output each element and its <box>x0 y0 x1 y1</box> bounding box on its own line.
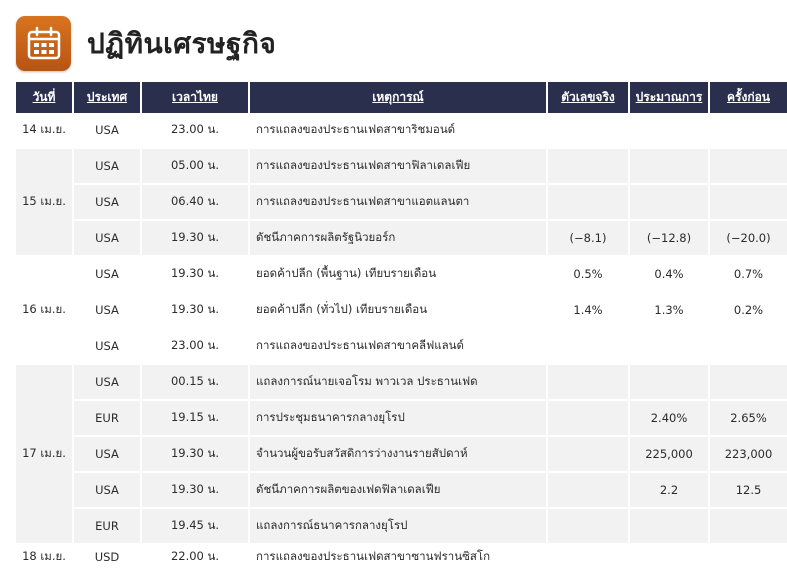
event-cell: จำนวนผู้ขอรับสวัสดิการว่างงานรายสัปดาห์ <box>250 437 548 473</box>
country-cell: USA <box>74 257 142 293</box>
country-cell: USA <box>74 149 142 185</box>
event-cell: การแถลงของประธานเฟดสาขาคลีฟแลนด์ <box>250 329 548 365</box>
forecast-cell <box>630 509 710 545</box>
forecast-cell: 2.40% <box>630 401 710 437</box>
previous-cell <box>710 509 787 545</box>
country-cell: USA <box>74 437 142 473</box>
table-row <box>16 437 787 473</box>
date-cell: 18 เม.ย. <box>16 545 74 571</box>
forecast-cell <box>630 365 710 401</box>
previous-cell: 12.5 <box>710 473 787 509</box>
forecast-cell <box>630 545 710 571</box>
previous-cell: 0.2% <box>710 293 787 329</box>
table-row <box>16 221 787 257</box>
calendar-icon <box>16 16 71 71</box>
time-cell: 00.15 น. <box>142 365 250 401</box>
event-cell: แถลงการณ์ธนาคารกลางยุโรป <box>250 509 548 545</box>
time-cell: 23.00 น. <box>142 329 250 365</box>
forecast-cell <box>630 149 710 185</box>
time-cell: 19.30 น. <box>142 293 250 329</box>
event-cell: การแถลงของประธานเฟดสาขาซานฟรานซิสโก <box>250 545 548 571</box>
country-cell: USD <box>74 545 142 571</box>
actual-cell: 1.4% <box>548 293 630 329</box>
actual-cell <box>548 401 630 437</box>
event-cell: ดัชนีภาคการผลิตของเฟดฟิลาเดลเฟีย <box>250 473 548 509</box>
previous-cell: 223,000 <box>710 437 787 473</box>
country-cell: USA <box>74 329 142 365</box>
actual-cell: 0.5% <box>548 257 630 293</box>
table-row <box>16 329 787 365</box>
economic-calendar-table <box>16 82 787 571</box>
country-cell: USA <box>74 185 142 221</box>
time-cell: 19.45 น. <box>142 509 250 545</box>
forecast-cell: (−12.8) <box>630 221 710 257</box>
previous-cell <box>710 329 787 365</box>
forecast-cell: 2.2 <box>630 473 710 509</box>
previous-cell <box>710 113 787 149</box>
previous-cell <box>710 185 787 221</box>
date-cell: 17 เม.ย. <box>16 365 74 545</box>
header-event: เหตุการณ์ <box>250 82 548 113</box>
forecast-cell <box>630 113 710 149</box>
time-cell: 05.00 น. <box>142 149 250 185</box>
forecast-cell <box>630 185 710 221</box>
actual-cell <box>548 509 630 545</box>
event-cell: การแถลงของประธานเฟดสาขาฟิลาเดลเฟีย <box>250 149 548 185</box>
time-cell: 19.15 น. <box>142 401 250 437</box>
previous-cell <box>710 365 787 401</box>
forecast-cell: 0.4% <box>630 257 710 293</box>
table-row <box>16 401 787 437</box>
header-date: วันที่ <box>16 82 74 113</box>
table-row <box>16 365 787 401</box>
actual-cell <box>548 149 630 185</box>
table-row <box>16 185 787 221</box>
table-header-row <box>16 82 787 113</box>
event-cell: การประชุมธนาคารกลางยุโรป <box>250 401 548 437</box>
event-cell: แถลงการณ์นายเจอโรม พาวเวล ประธานเฟด <box>250 365 548 401</box>
event-cell: ยอดค้าปลีก (พื้นฐาน) เทียบรายเดือน <box>250 257 548 293</box>
date-cell: 16 เม.ย. <box>16 257 74 365</box>
previous-cell <box>710 545 787 571</box>
forecast-cell: 225,000 <box>630 437 710 473</box>
previous-cell: (−20.0) <box>710 221 787 257</box>
time-cell: 23.00 น. <box>142 113 250 149</box>
event-cell: ดัชนีภาคการผลิตรัฐนิวยอร์ก <box>250 221 548 257</box>
table-row <box>16 293 787 329</box>
actual-cell <box>548 365 630 401</box>
table-row <box>16 545 787 571</box>
table-row <box>16 257 787 293</box>
forecast-cell: 1.3% <box>630 293 710 329</box>
event-cell: การแถลงของประธานเฟดสาขาแอตแลนตา <box>250 185 548 221</box>
country-cell: EUR <box>74 509 142 545</box>
event-cell: การแถลงของประธานเฟดสาขาริชมอนด์ <box>250 113 548 149</box>
actual-cell <box>548 185 630 221</box>
actual-cell <box>548 113 630 149</box>
table-row <box>16 509 787 545</box>
header-country: ประเทศ <box>74 82 142 113</box>
page-header <box>16 16 276 71</box>
previous-cell: 2.65% <box>710 401 787 437</box>
table-row <box>16 149 787 185</box>
actual-cell <box>548 437 630 473</box>
previous-cell: 0.7% <box>710 257 787 293</box>
actual-cell: (−8.1) <box>548 221 630 257</box>
page-title: ปฏิทินเศรษฐกิจ <box>87 26 277 60</box>
table-row <box>16 113 787 149</box>
time-cell: 19.30 น. <box>142 221 250 257</box>
time-cell: 19.30 น. <box>142 437 250 473</box>
actual-cell <box>548 545 630 571</box>
country-cell: USA <box>74 365 142 401</box>
time-cell: 22.00 น. <box>142 545 250 571</box>
forecast-cell <box>630 329 710 365</box>
table-row <box>16 473 787 509</box>
date-cell: 14 เม.ย. <box>16 113 74 149</box>
country-cell: USA <box>74 113 142 149</box>
time-cell: 19.30 น. <box>142 473 250 509</box>
header-previous: ครั้งก่อน <box>710 82 787 113</box>
actual-cell <box>548 329 630 365</box>
date-cell: 15 เม.ย. <box>16 149 74 257</box>
country-cell: EUR <box>74 401 142 437</box>
header-actual: ตัวเลขจริง <box>548 82 630 113</box>
previous-cell <box>710 149 787 185</box>
time-cell: 06.40 น. <box>142 185 250 221</box>
actual-cell <box>548 473 630 509</box>
event-cell: ยอดค้าปลีก (ทั่วไป) เทียบรายเดือน <box>250 293 548 329</box>
header-forecast: ประมาณการ <box>630 82 710 113</box>
country-cell: USA <box>74 473 142 509</box>
country-cell: USA <box>74 293 142 329</box>
country-cell: USA <box>74 221 142 257</box>
header-time: เวลาไทย <box>142 82 250 113</box>
time-cell: 19.30 น. <box>142 257 250 293</box>
